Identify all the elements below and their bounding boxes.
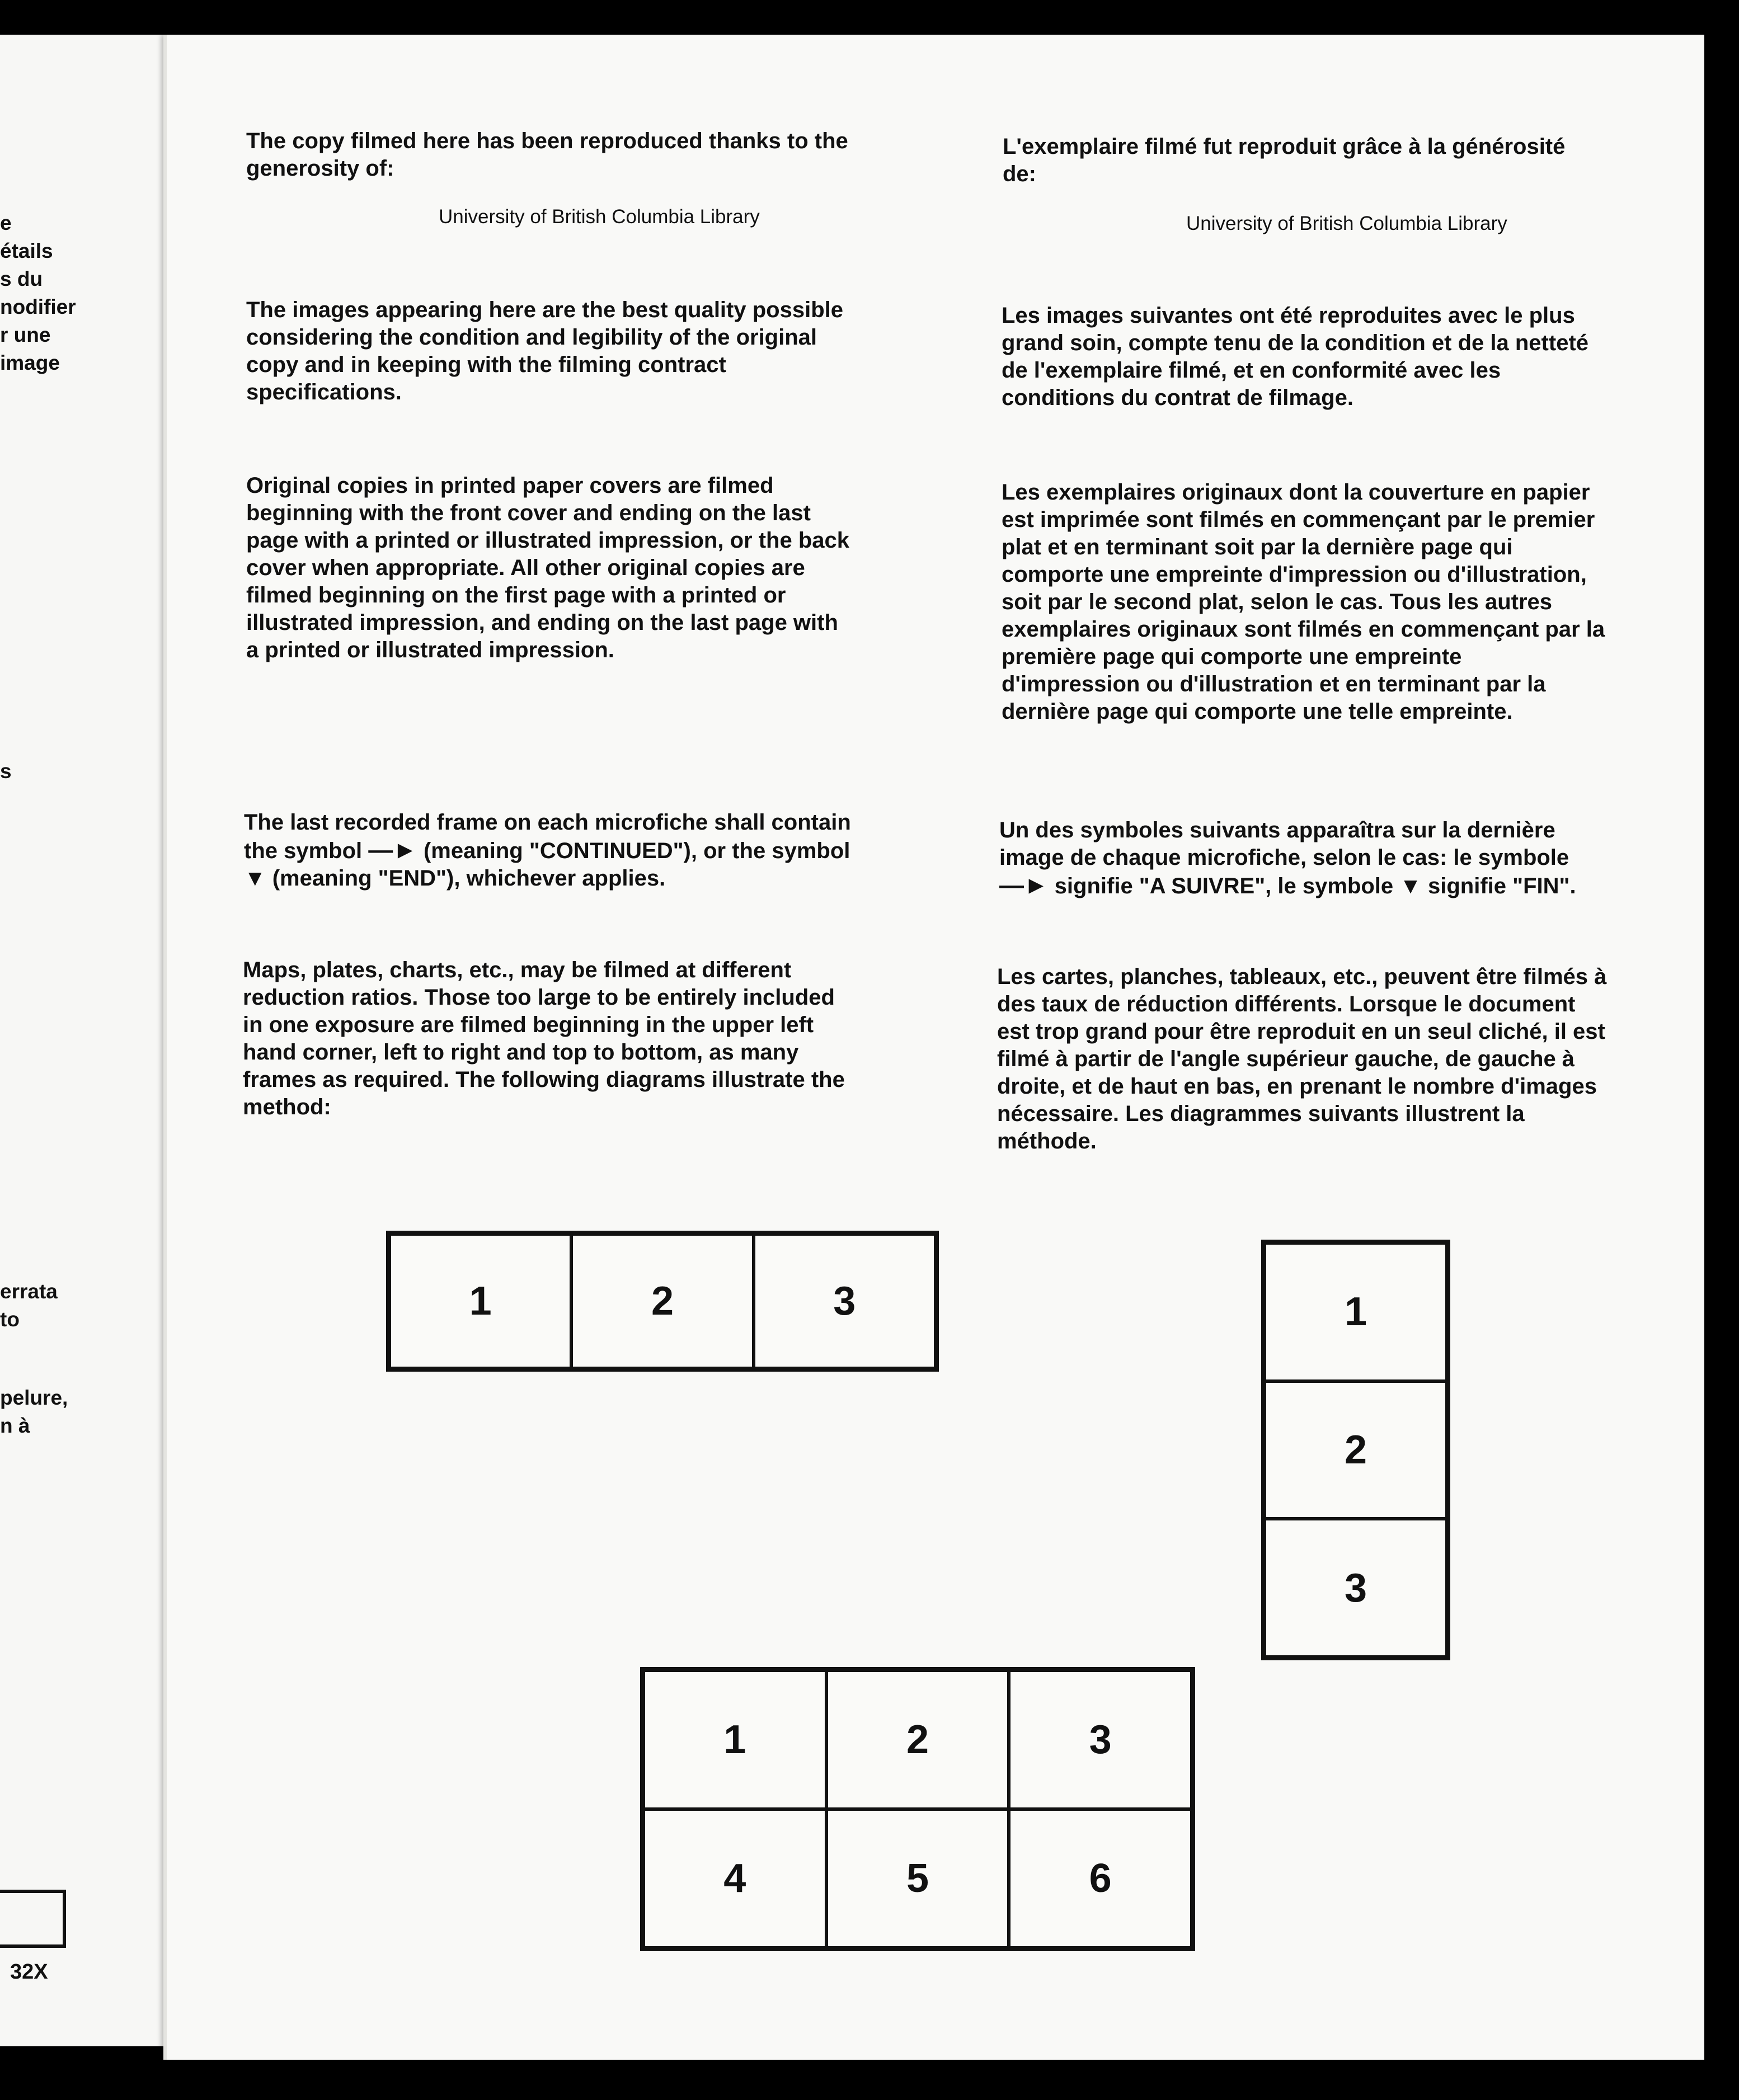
french-maps: Les cartes, planches, tableaux, etc., peuvent être filmés à des taux de réduction différents. Lorsque le document est trop grand pour être reproduit en un seul cliché, il est filmé à partir de l'angle supérieur gauche, de gauche à droite, et de haut en bas, en prenant le nombre d'images nécessaire. Les diagrammes suivants illustrent la méthode. (997, 964, 1607, 1153)
sliver-line: pelure, (0, 1386, 68, 1409)
french-symbols-text: signifie "A SUIVRE", le symbole (1048, 874, 1400, 898)
sliver-line: étails (0, 239, 53, 262)
reduction-label: 32X (10, 1960, 48, 1984)
english-symbols-text: (meaning "END"), whichever applies. (266, 866, 666, 891)
frame-cell: 5 (826, 1809, 1009, 1948)
sliver-line: n à (0, 1414, 30, 1437)
grid-frame-diagram (640, 1667, 1195, 1951)
arrow-symbol-icon: —► (368, 836, 417, 864)
english-maps-block (243, 957, 847, 1121)
sliver-line: nodifier (0, 295, 76, 318)
frame-cell: 3 (1265, 1519, 1447, 1657)
french-symbols (999, 817, 1604, 900)
english-maps: Maps, plates, charts, etc., may be filmed at different reduction ratios. Those too large to be entirely included in one exposure are filmed beginning in the upper left hand corner, left to right and top to bottom, as many frames as required. The following diagrams illustrate the method: (243, 958, 845, 1119)
reduction-box (0, 1890, 66, 1948)
triangle-symbol-icon: ▼ (244, 866, 266, 891)
english-quality-block (246, 296, 873, 406)
english-library: University of British Columbia Library (439, 206, 760, 228)
triangle-symbol-icon: ▼ (1399, 874, 1422, 898)
english-quality: The images appearing here are the best quality possible considering the condition and legibility of the original copy and in keeping with the filming contract specifications. (246, 298, 843, 404)
french-symbols-block (999, 817, 1604, 900)
french-thanks: L'exemplaire filmé fut reproduit grâce à la générosité de: (1003, 134, 1566, 186)
english-covers-block (246, 472, 856, 664)
english-thanks: The copy filmed here has been reproduced thanks to the generosity of: (246, 129, 848, 181)
english-column (246, 128, 873, 182)
adjacent-page-sliver (0, 35, 163, 2046)
frame-cell: 4 (643, 1809, 826, 1948)
sliver-line: errata (0, 1280, 58, 1303)
french-symbols-text: Un des symboles suivants apparaîtra sur la dernière image de chaque microfiche, selon le cas: le symbole (999, 818, 1569, 870)
frame-cell: 2 (571, 1234, 753, 1368)
english-symbols-text: The last recorded frame on each microfiche shall contain the symbol (244, 810, 851, 863)
frame-cell: 2 (826, 1670, 1009, 1809)
french-covers: Les exemplaires originaux dont la couverture en papier est imprimée sont filmés en commençant par le premier plat et en terminant soit par la dernière page qui comporte une empreinte d'impression ou d'illustration, soit par le second plat, selon le cas. Tous les autres exemplaires originaux sont filmés en commençant par la première page qui comporte une empreinte d'impression ou d'illustration et en terminant par la dernière page qui comporte une telle empreinte. (1002, 480, 1605, 724)
french-covers-block (1002, 479, 1606, 726)
french-symbols-text: signifie "FIN". (1421, 874, 1576, 898)
french-quality: Les images suivantes ont été reproduites avec le plus grand soin, compte tenu de la condition et de la netteté de l'exemplaire filmé, et en conformité avec les conditions du contrat de filmage. (1002, 303, 1589, 410)
frame-cell: 1 (389, 1234, 571, 1368)
english-covers: Original copies in printed paper covers are filmed beginning with the front cover and ending on the last page with a printed or illustrated impression, or the back cover when appropriate. All other original copies are filmed beginning on the first page with a printed or illustrated impression, and ending on the last page with a printed or illustrated impression. (246, 473, 849, 662)
english-symbols (244, 809, 854, 892)
horizontal-frame-diagram (386, 1231, 939, 1372)
vertical-frame-diagram (1261, 1240, 1450, 1660)
frame-cell: 3 (1009, 1670, 1192, 1809)
frame-cell: 1 (1265, 1243, 1447, 1381)
sliver-line: r une (0, 323, 51, 346)
sliver-line: e (0, 211, 12, 234)
french-library: University of British Columbia Library (1186, 213, 1507, 234)
french-quality-block (1002, 302, 1606, 412)
frame-cell: 3 (754, 1234, 936, 1368)
french-maps-block (997, 963, 1607, 1155)
frame-cell: 6 (1009, 1809, 1192, 1948)
frame-cell: 1 (643, 1670, 826, 1809)
sliver-line: to (0, 1308, 20, 1331)
sliver-line: s (0, 760, 12, 783)
frame-cell: 2 (1265, 1381, 1447, 1519)
arrow-symbol-icon: —► (999, 872, 1049, 899)
sliver-line: s du (0, 267, 43, 290)
french-column (1003, 133, 1596, 188)
sliver-line: image (0, 351, 60, 374)
english-symbols-block (244, 809, 854, 892)
english-symbols-text: (meaning "CONTINUED"), or the symbol (417, 839, 850, 863)
